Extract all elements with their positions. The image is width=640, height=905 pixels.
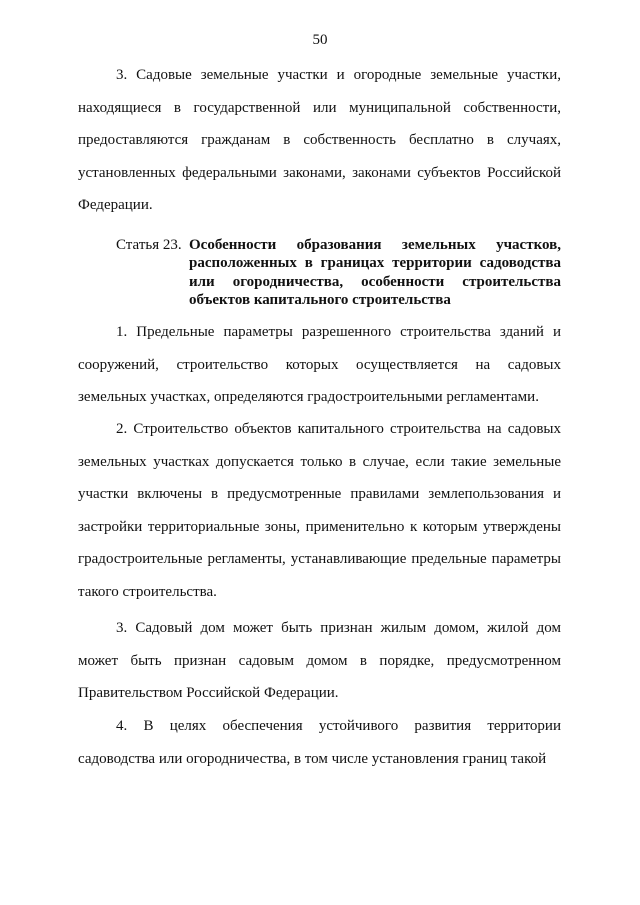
paragraph-1-building-limits: 1. Предельные параметры разрешенного строительства зданий и сооружений, строительство которых осуществляется на садовых земельных участках, определяются градостроительными регламентами. [78,324,561,406]
article-number: Статья 23. [116,237,182,253]
paragraph-3-garden-house: 3. Садовый дом может быть признан жилым домом, жилой дом может быть признан садовым домом в порядке, предусмотренном Правительством Российской Федерации. [78,620,561,702]
article-title: Особенности образования земельных участков, расположенных в границах территории садоводства или огородничества, особенности строительства объектов капитального строительства [189,237,561,309]
paragraph-2-capital-construction: 2. Строительство объектов капитального строительства на садовых земельных участках допускается только в случае, если такие земельные участки включены в предусмотренные правилами землепользования и застройки территориальные зоны, применительно к которым утверждены градостроительные регламенты, устанавливающие предельные параметры такого строительства. [78,421,561,600]
paragraph-3-land-plots: 3. Садовые земельные участки и огородные земельные участки, находящиеся в государственной или муниципальной собственности, предоставляются гражданам в собственность бесплатно в случаях, установленных федеральными законами, законами субъектов Российской Федерации. [78,67,561,214]
page-number: 50 [312,32,328,48]
paragraph-4-development: 4. В целях обеспечения устойчивого развития территории садоводства или огородничества, в том числе установления границ такой [78,718,561,767]
